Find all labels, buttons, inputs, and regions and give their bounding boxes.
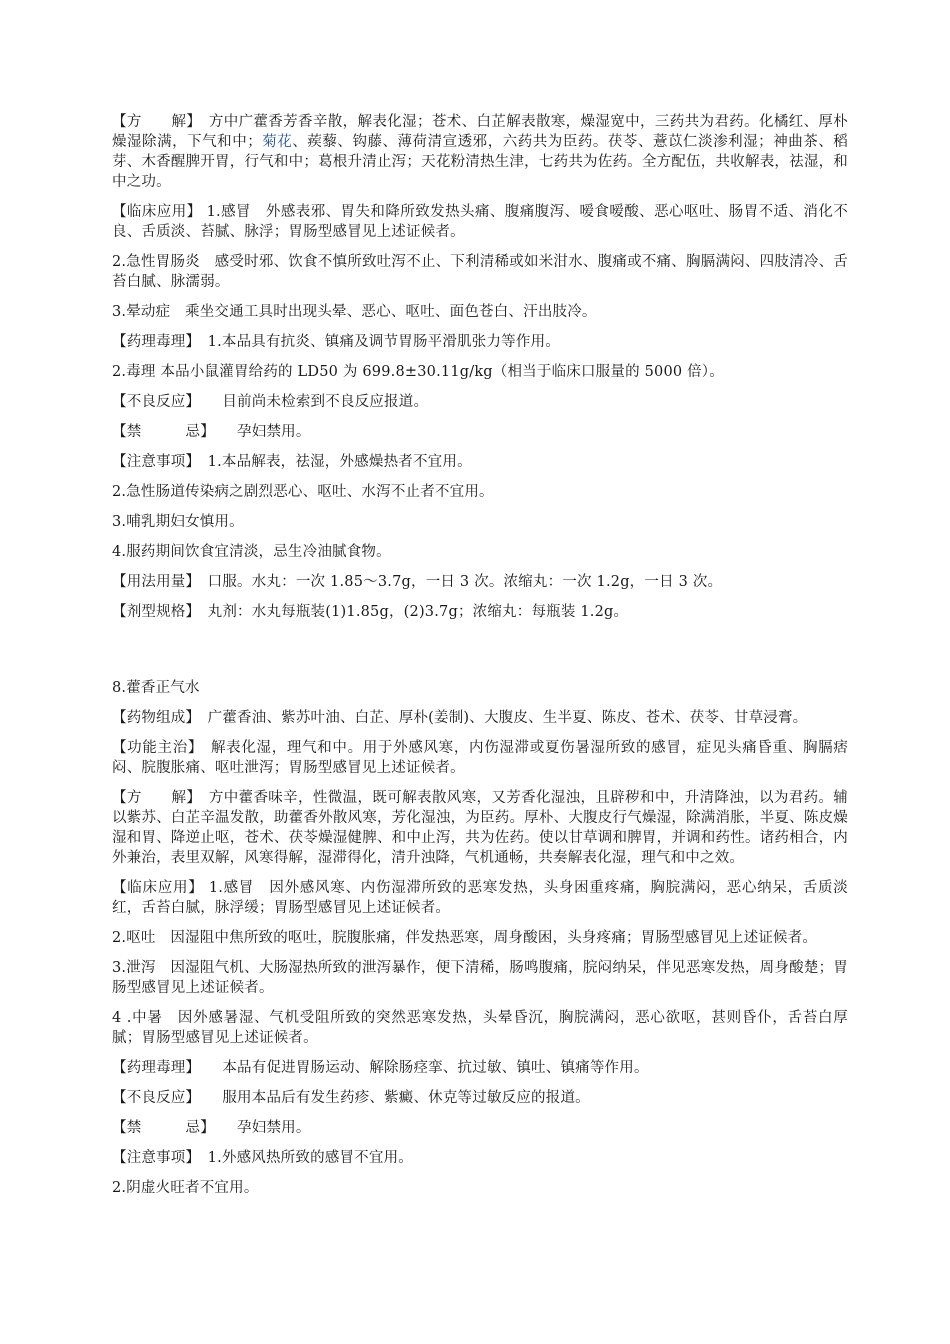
paragraph-text: 解表化湿，理气和中。用于外感风寒，内伤湿滞或夏伤暑湿所致的感冒，症见头痛昏重、胸膈痞闷、脘腹胀痛、呕吐泄泻；胃肠型感冒见上述证候者。 bbox=[112, 740, 848, 776]
section-label: 【注意事项】 bbox=[112, 1150, 193, 1166]
section-label: 【临床应用】 bbox=[112, 204, 202, 220]
paragraph-clinical-2-2: 2.呕吐 因湿阻中焦所致的呕吐，脘腹胀痛，伴发热恶寒，周身酸困，头身疼痛；胃肠型感冒见上述证候者。 bbox=[112, 930, 818, 946]
section-label: 【方 解】 bbox=[112, 114, 194, 130]
paragraph-text: 口服。水丸：一次 1.85～3.7g，一日 3 次。浓缩丸：一次 1.2g，一日 3 次。 bbox=[192, 574, 723, 590]
paragraph-fangjie-1 bbox=[112, 112, 848, 192]
section-label: 【禁 忌】 bbox=[112, 424, 208, 440]
paragraph-text: 1.感冒 外感表邪、胃失和降所致发热头痛、腹痛腹泻、嗳食嗳酸、恶心呕吐、肠胃不适、消化不良、舌质淡、苔腻、脉浮；胃肠型感冒见上述证候者。 bbox=[112, 204, 848, 240]
paragraph-text: 方中藿香味辛，性微温，既可解表散风寒，又芳香化湿浊，且辟秽和中，升清降浊，以为君药。辅以紫苏、白芷辛温发散，助藿香外散风寒，芳化湿浊，为臣药。厚朴、大腹皮行气燥湿，除满消胀，半夏、陈皮燥湿和胃、降逆止呕，苍术、茯苓燥湿健脾、和中止泻，共为佐药。使以甘草调和脾胃，并调和药性。诸药相合，内外兼治，表里双解，风寒得解，湿滞得化，清升浊降，气机通畅，共奏解表化湿，理气和中之效。 bbox=[112, 790, 849, 866]
paragraph-clinical-2: 2.急性胃肠炎 感受时邪、饮食不慎所致吐泻不止、下利清稀或如米泔水、腹痛或不痛、胸膈满闷、四肢清冷、舌苔白腻、脉濡弱。 bbox=[112, 254, 848, 290]
hyperlink-juhua[interactable]: 菊花 bbox=[261, 134, 293, 150]
section-label: 【临床应用】 bbox=[112, 880, 204, 896]
document-body bbox=[112, 112, 848, 1208]
paragraph-text: 孕妇禁用。 bbox=[207, 1120, 311, 1136]
section-label: 【不良反应】 bbox=[112, 394, 193, 410]
paragraph-caution-2-1 bbox=[112, 1148, 848, 1168]
paragraph-text: 方中广藿香芳香辛散，解表化湿；苍术、白芷解表散寒，燥湿宽中，三药共为君药。化橘红、厚朴燥湿除满，下气和中； bbox=[112, 114, 849, 150]
paragraph-clinical-3: 3.晕动症 乘坐交通工具时出现头晕、恶心、呕吐、面色苍白、汗出肢冷。 bbox=[112, 304, 597, 320]
paragraph-pharm-2-1 bbox=[112, 1058, 848, 1078]
paragraph-clinical-1 bbox=[112, 202, 848, 242]
paragraph-text: 1.外感风热所致的感冒不宜用。 bbox=[192, 1150, 413, 1166]
paragraph-text: 1.本品解表，祛湿，外感燥热者不宜用。 bbox=[192, 454, 472, 470]
section-label: 【药理毒理】 bbox=[112, 1060, 193, 1076]
paragraph-adverse-1 bbox=[112, 392, 848, 412]
paragraph-text: 孕妇禁用。 bbox=[207, 424, 311, 440]
section-label: 【剂型规格】 bbox=[112, 604, 193, 620]
paragraph-spec-1 bbox=[112, 602, 848, 622]
section-label: 【不良反应】 bbox=[112, 1090, 193, 1106]
paragraph-contra-1 bbox=[112, 422, 848, 442]
paragraph-text: 丸剂：水丸每瓶装(1)1.85g，(2)3.7g；浓缩丸：每瓶装 1.2g。 bbox=[192, 604, 629, 620]
paragraph-caution-2-2: 2.阴虚火旺者不宜用。 bbox=[112, 1180, 259, 1196]
paragraph-text: 目前尚未检索到不良反应报道。 bbox=[192, 394, 429, 410]
paragraph-clinical-2-4: 4 .中暑 因外感暑湿、气机受阻所致的突然恶寒发热，头晕昏沉，胸脘满闷，恶心欲呕，甚则昏仆，舌苔白厚腻；胃肠型感冒见上述证候者。 bbox=[112, 1010, 848, 1046]
paragraph-composition bbox=[112, 708, 848, 728]
paragraph-text: 服用本品后有发生药疹、紫癜、休克等过敏反应的报道。 bbox=[192, 1090, 590, 1106]
section-label: 【功能主治】 bbox=[112, 740, 196, 756]
section-spacer bbox=[112, 632, 848, 678]
section-label: 【禁 忌】 bbox=[112, 1120, 208, 1136]
paragraph-caution-3: 3.哺乳期妇女慎用。 bbox=[112, 514, 244, 530]
paragraph-caution-1 bbox=[112, 452, 848, 472]
section-label: 【药理毒理】 bbox=[112, 334, 193, 350]
paragraph-text: 、蒺藜、钩藤、薄荷清宣透邪，六药共为臣药。茯苓、薏苡仁淡渗利湿；神曲茶、稻芽、木香醒脾开胃，行气和中；葛根升清止泻；天花粉清热生津，七药共为佐药。全方配伍，共收解表，祛湿，和中之功。 bbox=[112, 134, 849, 190]
paragraph-text: 1.本品具有抗炎、镇痛及调节胃肠平滑肌张力等作用。 bbox=[192, 334, 560, 350]
section-label: 【方 解】 bbox=[112, 790, 194, 806]
drug-title: 8.藿香正气水 bbox=[112, 680, 200, 696]
paragraph-caution-4: 4.服药期间饮食宜清淡，忌生冷油腻食物。 bbox=[112, 544, 391, 560]
paragraph-clinical-2-3: 3.泄泻 因湿阻气机、大肠湿热所致的泄泻暴作，便下清稀，肠鸣腹痛，脘闷纳呆，伴见恶寒发热，周身酸楚；胃肠型感冒见上述证候者。 bbox=[112, 960, 848, 996]
paragraph-clinical-2-1 bbox=[112, 878, 848, 918]
section-label: 【用法用量】 bbox=[112, 574, 193, 590]
paragraph-pharm-2: 2.毒理 本品小鼠灌胃给药的 LD50 为 699.8±30.11g/kg（相当于临床口服量的 5000 倍）。 bbox=[112, 364, 724, 380]
paragraph-text: 本品有促进胃肠运动、解除肠痉挛、抗过敏、镇吐、镇痛等作用。 bbox=[192, 1060, 649, 1076]
paragraph-pharm-1 bbox=[112, 332, 848, 352]
section-label: 【注意事项】 bbox=[112, 454, 193, 470]
paragraph-contra-2 bbox=[112, 1118, 848, 1138]
paragraph-function bbox=[112, 738, 848, 778]
paragraph-fangjie-2 bbox=[112, 788, 848, 868]
section-label: 【药物组成】 bbox=[112, 710, 193, 726]
paragraph-text: 广藿香油、紫苏叶油、白芷、厚朴(姜制)、大腹皮、生半夏、陈皮、苍术、茯苓、甘草浸膏。 bbox=[192, 710, 808, 726]
paragraph-caution-2: 2.急性肠道传染病之剧烈恶心、呕吐、水泻不止者不宜用。 bbox=[112, 484, 494, 500]
paragraph-usage-1 bbox=[112, 572, 848, 592]
paragraph-adverse-2 bbox=[112, 1088, 848, 1108]
paragraph-text: 1.感冒 因外感风寒、内伤湿滞所致的恶寒发热，头身困重疼痛，胸脘满闷，恶心纳呆，舌质淡红，舌苔白腻，脉浮缓；胃肠型感冒见上述证候者。 bbox=[112, 880, 848, 916]
